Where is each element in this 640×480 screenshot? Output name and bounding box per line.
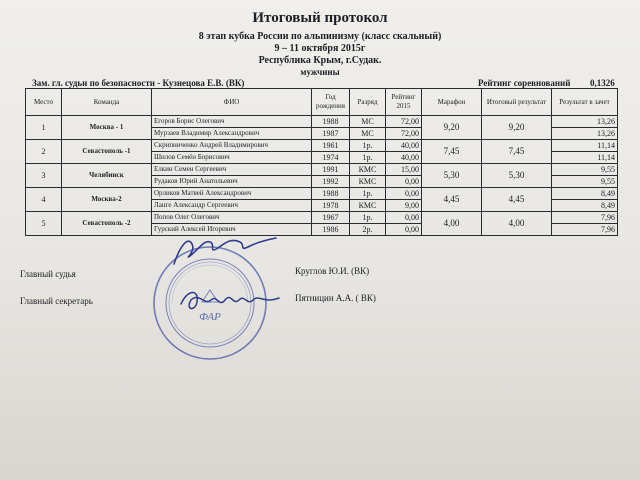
rating-cell: 9,00 (386, 200, 422, 212)
fio-cell: Гурский Алексей Игоревич (152, 224, 312, 236)
event-category: мужчины (300, 67, 340, 77)
marathon-cell: 9,20 (422, 116, 482, 140)
year-cell: 1974 (312, 152, 350, 164)
year-cell: 1978 (312, 200, 350, 212)
col-result: Итоговый результат (482, 89, 552, 116)
team-cell: Челябинск (62, 164, 152, 188)
team-cell: Севастополь -2 (62, 212, 152, 236)
year-cell: 1992 (312, 176, 350, 188)
fio-cell: Елкин Семен Сергеевич (152, 164, 312, 176)
credit-cell: 13,26 (552, 116, 618, 128)
rank-cell: 1р. (350, 188, 386, 200)
fio-cell: Мурзаев Владимир Александрович (152, 128, 312, 140)
chief-judge-label: Главный судья (20, 269, 76, 279)
credit-cell: 9,55 (552, 164, 618, 176)
credit-cell: 11,14 (552, 140, 618, 152)
credit-cell: 7,96 (552, 212, 618, 224)
team-cell: Севастополь -1 (62, 140, 152, 164)
marathon-cell: 4,45 (422, 188, 482, 212)
results-table (25, 88, 618, 236)
col-place: Место (26, 89, 62, 116)
document-title: Итоговый протокол (252, 10, 388, 26)
chief-secretary-name: Пятницин А.А. ( ВК) (295, 293, 376, 303)
rank-cell: МС (350, 116, 386, 128)
marathon-cell: 7,45 (422, 140, 482, 164)
rank-cell: 2р. (350, 224, 386, 236)
rank-cell: 1р. (350, 140, 386, 152)
marathon-cell: 5,30 (422, 164, 482, 188)
result-cell: 4,00 (482, 212, 552, 236)
chief-secretary-label: Главный секретарь (20, 296, 93, 306)
place-cell: 4 (26, 188, 62, 212)
fio-cell: Шилов Семён Борисович (152, 152, 312, 164)
rating-cell: 0,00 (386, 212, 422, 224)
year-cell: 1961 (312, 140, 350, 152)
credit-cell: 11,14 (552, 152, 618, 164)
col-fio: ФИО (152, 89, 312, 116)
result-cell: 7,45 (482, 140, 552, 164)
result-cell: 5,30 (482, 164, 552, 188)
rating-cell: 0,00 (386, 224, 422, 236)
col-marathon: Марафон (422, 89, 482, 116)
credit-cell: 13,26 (552, 128, 618, 140)
deputy-judge: Зам. гл. судьи по безопасности - Кузнецова Е.В. (ВК) (32, 78, 245, 88)
rating-cell: 0,00 (386, 188, 422, 200)
chief-judge-name: Круглов Ю.И. (ВК) (295, 266, 370, 276)
fio-cell: Скрипниченко Андрей Владимирович (152, 140, 312, 152)
rank-cell: КМС (350, 200, 386, 212)
competition-rating-label: Рейтинг соревнований (478, 78, 571, 88)
fio-cell: Ланге Александр Сергеевич (152, 200, 312, 212)
col-credit: Результат в зачет (552, 89, 618, 116)
rating-cell: 40,00 (386, 152, 422, 164)
fio-cell: Орликов Матвей Александрович (152, 188, 312, 200)
marathon-cell: 4,00 (422, 212, 482, 236)
credit-cell: 8,49 (552, 188, 618, 200)
result-cell: 4,45 (482, 188, 552, 212)
event-location: Республика Крым, г.Судак. (258, 55, 382, 66)
rank-cell: 1р. (350, 152, 386, 164)
table-row (26, 188, 618, 200)
table-row (26, 164, 618, 176)
col-year: Год рождения (312, 89, 350, 116)
place-cell: 1 (26, 116, 62, 140)
col-team: Команда (62, 89, 152, 116)
rating-cell: 15,00 (386, 164, 422, 176)
credit-cell: 8,49 (552, 200, 618, 212)
table-row (26, 212, 618, 224)
event-dates: 9 – 11 октября 2015г (274, 43, 366, 54)
credit-cell: 7,96 (552, 224, 618, 236)
rating-cell: 40,00 (386, 140, 422, 152)
col-rank: Разряд (350, 89, 386, 116)
rating-cell: 0,00 (386, 176, 422, 188)
secretary-signature-icon (175, 284, 285, 318)
year-cell: 1987 (312, 128, 350, 140)
rank-cell: КМС (350, 164, 386, 176)
judge-signature-icon (170, 230, 280, 270)
table-row (26, 140, 618, 152)
result-cell: 9,20 (482, 116, 552, 140)
rank-cell: МС (350, 128, 386, 140)
credit-cell: 9,55 (552, 176, 618, 188)
competition-rating-value: 0,1326 (590, 78, 615, 88)
year-cell: 1967 (312, 212, 350, 224)
rating-cell: 72,00 (386, 128, 422, 140)
event-name: 8 этап кубка России по альпинизму (класс скальный) (198, 31, 442, 42)
year-cell: 1988 (312, 116, 350, 128)
rank-cell: 1р. (350, 212, 386, 224)
year-cell: 1991 (312, 164, 350, 176)
stamp-text: ФАР (199, 311, 221, 323)
team-cell: Москва-2 (62, 188, 152, 212)
year-cell: 1986 (312, 224, 350, 236)
place-cell: 5 (26, 212, 62, 236)
place-cell: 2 (26, 140, 62, 164)
place-cell: 3 (26, 164, 62, 188)
rating-cell: 72,00 (386, 116, 422, 128)
col-rating: Рейтинг 2015 (386, 89, 422, 116)
table-row (26, 116, 618, 128)
table-header-row (26, 89, 618, 116)
fio-cell: Егоров Борис Олегович (152, 116, 312, 128)
year-cell: 1988 (312, 188, 350, 200)
fio-cell: Попов Олег Олегович (152, 212, 312, 224)
fio-cell: Рудаков Юрий Анатольевич (152, 176, 312, 188)
team-cell: Москва - 1 (62, 116, 152, 140)
rank-cell: КМС (350, 176, 386, 188)
